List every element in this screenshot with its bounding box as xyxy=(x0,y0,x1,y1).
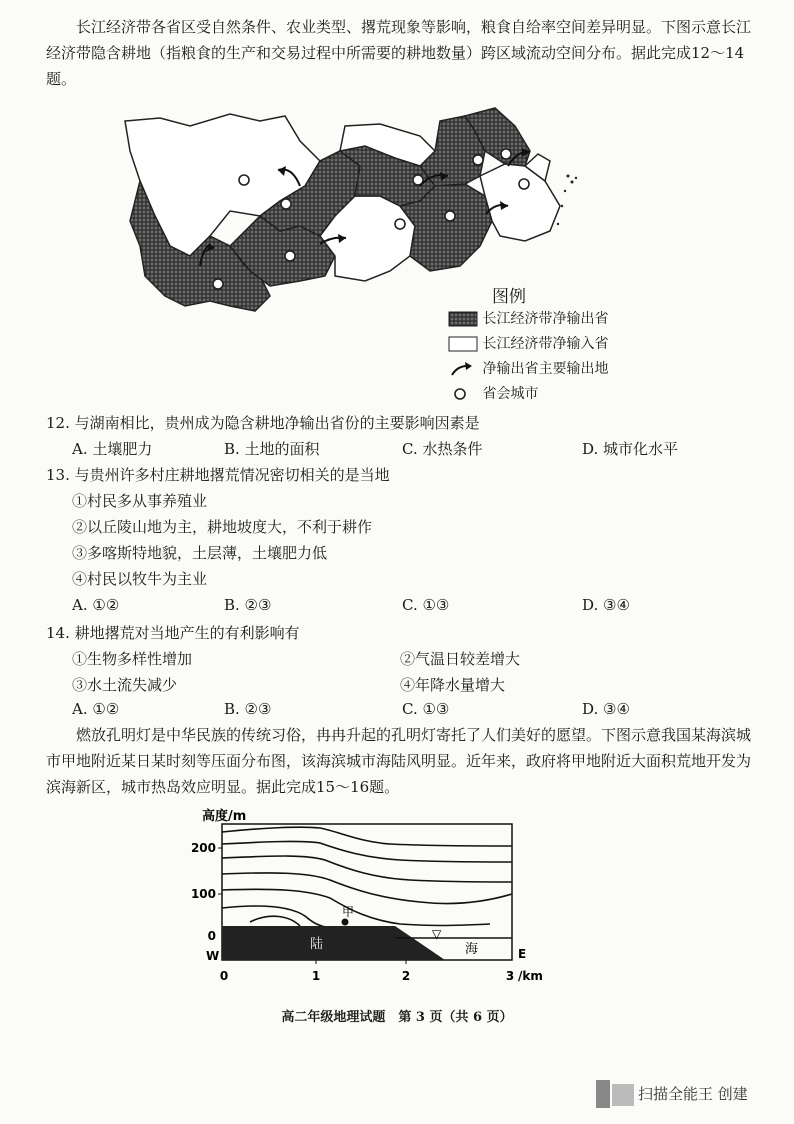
q14-item-1: ①生物多样性增加 xyxy=(72,650,193,668)
isobar-line xyxy=(222,827,512,846)
isobar-lines xyxy=(222,827,512,928)
isobaric-surface-diagram xyxy=(190,798,570,988)
sea-label: 海 xyxy=(465,942,479,957)
isobar-line xyxy=(222,841,512,862)
legend-item-export-destination xyxy=(448,358,608,380)
question-12-stem: 12. 与湖南相比，贵州成为隐含耕地净输出省份的主要影响因素是 xyxy=(46,414,480,432)
x-tick-3: 3 xyxy=(505,969,515,983)
isobar-line xyxy=(222,889,490,925)
q12-option-a: A. 土壤肥力 xyxy=(72,440,153,458)
y-tick-100: 100 xyxy=(190,887,216,901)
q13-option-b: B. ②③ xyxy=(224,596,272,614)
q13-item-2: ②以丘陵山地为主，耕地坡度大，不利于耕作 xyxy=(72,518,373,536)
isobar-line xyxy=(250,916,300,926)
q14-option-a: A. ①② xyxy=(72,700,120,718)
legend-label: 长江经济带净输出省 xyxy=(482,311,609,327)
q12-option-c: C. 水热条件 xyxy=(402,440,483,458)
capital-circle-icon xyxy=(445,211,455,221)
legend-label: 省会城市 xyxy=(482,386,539,402)
q13-item-3: ③多喀斯特地貌，土层薄，土壤肥力低 xyxy=(72,544,328,562)
capital-circle-icon xyxy=(239,175,249,185)
east-label: E xyxy=(518,947,527,961)
x-tick-0: 0 xyxy=(219,969,229,983)
capital-circle-icon xyxy=(473,155,483,165)
y-tick-200: 200 xyxy=(190,841,216,855)
q13-item-4: ④村民以牧牛为主业 xyxy=(72,570,208,588)
q13-item-1: ①村民多从事养殖业 xyxy=(72,492,208,510)
map-legend-title: 图例 xyxy=(492,287,526,307)
blank-swatch-icon xyxy=(448,336,478,352)
capital-circle-icon xyxy=(285,251,295,261)
flow-arrow-icon xyxy=(448,361,478,377)
q14-item-3: ③水土流失减少 xyxy=(72,676,178,694)
land-label: 陆 xyxy=(310,937,324,952)
capital-circle-icon xyxy=(519,179,529,189)
q14-option-c: C. ①③ xyxy=(402,700,450,718)
isobar-line xyxy=(222,856,512,882)
site-label: 甲 xyxy=(342,905,355,919)
intro-paragraph-map: 长江经济带各省区受自然条件、农业类型、撂荒现象等影响，粮食自给率空间差异明显。下图示意长江经济带隐含耕地（指粮食的生产和交易过程中所需要的耕地数量）跨区域流动空间分布。据此完成12～14题。 xyxy=(46,18,752,88)
q14-item-2: ②气温日较差增大 xyxy=(400,650,521,668)
x-tick-1: 1 xyxy=(311,969,321,983)
q14-option-d: D. ③④ xyxy=(582,700,630,718)
q13-option-d: D. ③④ xyxy=(582,596,630,614)
question-14-stem: 14. 耕地撂荒对当地产生的有利影响有 xyxy=(46,624,300,642)
watermark-text: 扫描全能王 创建 xyxy=(638,1085,748,1103)
legend-item-net-export xyxy=(448,308,608,330)
q12-option-d: D. 城市化水平 xyxy=(582,440,679,458)
q13-option-c: C. ①③ xyxy=(402,596,450,614)
map-islands xyxy=(557,175,577,226)
sea-level-mark: ▽ xyxy=(432,927,442,941)
intro-paragraph-isobar: 燃放孔明灯是中华民族的传统习俗，冉冉升起的孔明灯寄托了人们美好的愿望。下图示意我国某海滨城市甲地附近某日某时刻等压面分布图，该海滨城市海陆风明显。近年来，政府将甲地附近大面积荒地开发为滨海新区，城市热岛效应明显。据此完成15～16题。 xyxy=(46,726,752,796)
capital-circle-icon xyxy=(213,279,223,289)
q12-option-b: B. 土地的面积 xyxy=(224,440,320,458)
site-marker-icon xyxy=(342,919,349,926)
hatched-swatch-icon xyxy=(448,311,478,327)
q14-option-b: B. ②③ xyxy=(224,700,272,718)
q14-item-4: ④年降水量增大 xyxy=(400,676,506,694)
question-13-stem: 13. 与贵州许多村庄耕地撂荒情况密切相关的是当地 xyxy=(46,466,390,484)
west-label: W xyxy=(206,949,220,963)
legend-item-net-import xyxy=(448,333,608,355)
map-province-blank xyxy=(480,164,560,241)
q13-option-a: A. ①② xyxy=(72,596,120,614)
page-footer: 高二年级地理试题 第 3 页（共 6 页） xyxy=(281,1010,513,1025)
capital-circle-icon xyxy=(281,199,291,209)
capital-circle-icon xyxy=(395,219,405,229)
legend-label: 净输出省主要输出地 xyxy=(482,361,609,377)
x-axis-unit: /km xyxy=(518,969,543,983)
legend-item-capital xyxy=(448,383,538,405)
x-tick-2: 2 xyxy=(401,969,411,983)
land-mass xyxy=(222,926,445,960)
y-tick-0: 0 xyxy=(207,929,216,943)
isobar-line xyxy=(222,873,512,904)
capital-circle-icon xyxy=(448,386,478,402)
legend-label: 长江经济带净输入省 xyxy=(482,336,609,352)
capital-circle-icon xyxy=(501,149,511,159)
y-axis-label: 高度/m xyxy=(202,809,247,824)
